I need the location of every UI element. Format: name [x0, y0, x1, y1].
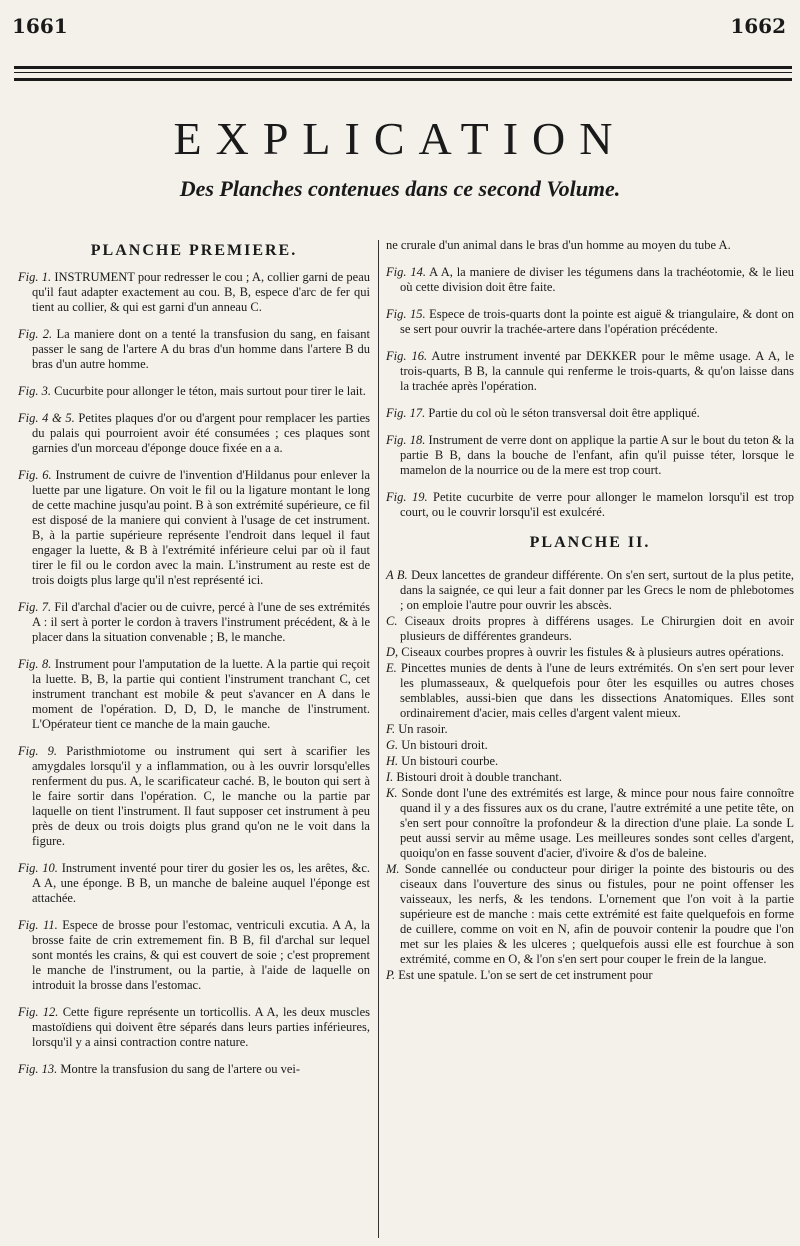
figure-description: Instrument pour l'amputation de la luette. A la partie qui reçoit la luette. B, B, la partie qui contient l'instrument tranchant C, cet instrument tranchant est mobile & peut s'avancer en A dans le moment de l'opération. D, D, D, le manche de l'instrument. L'Opérateur tient ce manche de la main gauche. [32, 657, 371, 731]
figure-label: Fig. 14. [386, 265, 426, 279]
figure-description: Paristhmiotome ou instrument qui sert à scarifier les amygdales lorsqu'il y a inflammation, ou à les ouvrir lorsqu'elles renferment du pus. A, le scarificateur caché. B, le bouton qui sert à le faire sortir dans l'opération. C, le manche ou la partie par laquelle on tient l'instrument. Il faut supposer cet instrument à peu près de deux ou trois doigts plus grand qu'on ne le voit dans la figure. [32, 744, 371, 848]
figure-entry [18, 411, 370, 456]
item-label: G. [386, 738, 399, 752]
item-label: M. [386, 862, 400, 876]
figure-description: Espece de brosse pour l'estomac, ventriculi excutia. A A, la brosse faite de crin extremement fin. B B, fil d'archal sur lequel sont montés les crains, & qui est couvert de soie ; c'est proprement le manche de l'instrument, ou la partie, à l'aide de laquelle on introduit la brosse dans l'estomac. [32, 918, 370, 992]
item-list [386, 568, 794, 983]
header-rule [14, 66, 792, 69]
figure-description: Autre instrument inventé par DEKKER pour le même usage. A A, le trois-quarts, B B, la cannule qui renferme le trois-quarts, & qu'on laisse dans la trachée après l'opération. [400, 349, 795, 393]
figure-entry [386, 406, 794, 421]
figure-label: Fig. 8. [18, 657, 52, 671]
item-label: H. [386, 754, 399, 768]
figure-entry [18, 600, 370, 645]
figure-label: Fig. 4 & 5. [18, 411, 75, 425]
figure-description: Instrument inventé pour tirer du gosier les os, les arêtes, &c. A A, une éponge. B B, un manche de baleine auquel l'éponge est attachée. [32, 861, 371, 905]
figure-label: Fig. 12. [18, 1005, 59, 1019]
item-description: Un bistouri courbe. [398, 754, 499, 768]
list-item [386, 645, 794, 660]
figure-description: Instrument de cuivre de l'invention d'Hildanus pour enlever la luette par une ligature. On voit le fil ou la ligature montant le long de cette machine jusqu'au point. B à son extrémité supérieure, ce fil est disposé de la maniere qui convient à l'usage de cet instrument. B, à la partie supérieure représente l'endroit dans lequel il faut engager la luette, & B à l'extrémité inférieure celui par où il faut tirer le fil ou le cordon avec la main. L'instrument au reste est de trois doigts plus large qu'il n'est représenté ici. [32, 468, 371, 587]
figure-entry [386, 490, 794, 520]
figure-entry [18, 384, 370, 399]
continuation-text: ne crurale d'un animal dans le bras d'un homme au moyen du tube A. [386, 238, 731, 252]
item-label: A B. [386, 568, 408, 582]
figure-label: Fig. 16. [386, 349, 428, 363]
right-column [386, 238, 794, 984]
figure-description: Partie du col où le séton transversal doit être appliqué. [425, 406, 700, 420]
item-label: C. [386, 614, 398, 628]
page-title: EXPLICATION [173, 113, 627, 164]
item-label: D, [386, 645, 399, 659]
figure-entry [18, 327, 370, 372]
item-description: Un bistouri droit. [398, 738, 488, 752]
item-label: K. [386, 786, 398, 800]
figure-description: Montre la transfusion du sang de l'artere ou vei- [57, 1062, 301, 1076]
figure-description: Espece de trois-quarts dont la pointe est aiguë & triangulaire, & dont on se sert pour ouvrir la trachée-artere dans l'opération précédente. [400, 307, 794, 336]
page-number-right: 1662 [730, 14, 786, 38]
item-description: Est une spatule. L'on se sert de cet instrument pour [395, 968, 653, 982]
figure-label: Fig. 1. [18, 270, 52, 284]
item-description: Bistouri droit à double tranchant. [393, 770, 563, 784]
figure-label: Fig. 17. [386, 406, 426, 420]
item-label: F. [386, 722, 396, 736]
figure-description: Instrument de verre dont on applique la partie A sur le bout du teton & la partie B B, dans la bouche de l'enfant, afin qu'il puisse téter, lorsque le mamelon de la nourrice ou de la mere est trop court. [400, 433, 794, 477]
plate-heading: PLANCHE PREMIERE. [90, 242, 298, 259]
list-item [386, 738, 794, 753]
figure-description: Petite cucurbite de verre pour allonger le mamelon lorsqu'il est trop court, ou le couvrir lorsqu'il est exulcéré. [400, 490, 795, 519]
figure-entry [386, 433, 794, 478]
item-label: I. [386, 770, 394, 784]
figure-label: Fig. 10. [18, 861, 58, 875]
figure-label: Fig. 18. [386, 433, 426, 447]
figure-label: Fig. 3. [18, 384, 51, 398]
figure-description: Cucurbite pour allonger le téton, mais surtout pour tirer le lait. [50, 384, 366, 398]
figure-label: Fig. 13. [18, 1062, 58, 1076]
figure-label: Fig. 15. [386, 307, 426, 321]
figure-entry [386, 307, 794, 337]
item-description: Pincettes munies de dents à l'une de leurs extrémités. On s'en sert pour lever les plumasseaux, & quelquefois pour ôter les esquilles ou autres choses semblables, aussi-bien que dans les dissections Anatomiques. Elles sont ordinairement d'acier, mais celles d'argent valent mieux. [396, 661, 794, 720]
list-item [386, 661, 794, 721]
figure-entry [18, 1005, 370, 1050]
figure-entry [18, 861, 370, 906]
item-label: P. [386, 968, 396, 982]
figure-label: Fig. 11. [18, 918, 58, 932]
figure-description: Petites plaques d'or ou d'argent pour remplacer les parties du palais qui pourroient avoir été consumées ; ces plaques sont garnies d'un morceau d'éponge douce fixée en a a. [32, 411, 370, 455]
list-item [386, 614, 794, 644]
figure-entry [18, 744, 370, 849]
list-item [386, 722, 794, 737]
list-item [386, 786, 794, 861]
list-item [386, 770, 794, 785]
figure-entry [386, 349, 794, 394]
figure-description: La maniere dont on a tenté la transfusion du sang, en faisant passer le sang de l'artere A du bras d'un homme dans l'artere B du bras d'un autre homme. [32, 327, 371, 371]
left-column [18, 238, 370, 1089]
figure-label: Fig. 19. [386, 490, 428, 504]
figure-description: Cette figure représente un torticollis. A A, les deux muscles mastoïdiens qui doivent être séparés dans leurs parties inférieures, lorsqu'il y a ainsi contraction contre nature. [32, 1005, 371, 1049]
figure-description: INSTRUMENT pour redresser le cou ; A, collier garni de peau qu'il faut adapter exactement au cou. B, B, espece d'arc de fer qui tient au collier, & qui est garni d'un anneau C. [32, 270, 370, 314]
plate-heading: PLANCHE II. [529, 534, 651, 551]
page-number-left: 1661 [12, 14, 68, 38]
figure-description: A A, la maniere de diviser les tégumens dans la trachéotomie, & le lieu où cette division doit être faite. [400, 265, 794, 294]
figure-label: Fig. 6. [18, 468, 52, 482]
figure-list [386, 265, 794, 520]
figure-list [18, 270, 370, 1077]
item-label: E. [386, 661, 397, 675]
figure-entry [386, 265, 794, 295]
list-item [386, 968, 794, 983]
item-description: Sonde cannellée ou conducteur pour diriger la pointe des bistouris ou des ciseaux dans l'ouverture des sinus ou fistules, pour ne point offenser les vaisseaux, les nerfs, & les tendons. L'ornement que l'on voit à la partie supérieure est de manche : mais cette extrémité est faite quelquefois en forme de cuillere, comme on voit en N, afin de pouvoir contenir la poudre que l'on met sur les plaies & les ulceres ; quelquefois aussi elle est fourchue à son extrémité, comme en O, & l'on s'en sert pour couper le frein de la langue. [399, 862, 794, 966]
figure-entry [18, 468, 370, 588]
header-rule [14, 78, 792, 81]
header-rule [14, 72, 792, 73]
figure-label: Fig. 7. [18, 600, 52, 614]
list-item [386, 862, 794, 967]
figure-entry [18, 657, 370, 732]
figure-entry [18, 270, 370, 315]
item-description: Un rasoir. [395, 722, 448, 736]
figure-entry [18, 1062, 370, 1077]
column-divider [378, 240, 379, 1238]
item-description: Sonde dont l'une des extrémités est large, & mince pour nous faire connoître quand il y a des fissures aux os du crane, l'autre extrémité a une petite tête, on s'en sert pour connoître la profondeur & la direction d'une plaie. La sonde L peut aussi servir au même usage. Les meilleures sondes sont celles d'argent, quoiqu'on en fasse souvent d'acier, d'ivoire & d'os de baleine. [397, 786, 794, 860]
figure-label: Fig. 9. [18, 744, 58, 758]
list-item [386, 568, 794, 613]
page-subtitle: Des Planches contenues dans ce second Volume. [179, 176, 621, 201]
item-description: Deux lancettes de grandeur différente. On s'en sert, surtout de la plus petite, dans la saignée, ce qui leur a fait donner par les Grecs le nom de phlebotomes ; on emploie l'autre pour ouvrir les abscès. [400, 568, 794, 612]
figure-label: Fig. 2. [18, 327, 53, 341]
list-item [386, 754, 794, 769]
figure-description: Fil d'archal d'acier ou de cuivre, percé à l'une de ses extrémités A : il sert à porter le cordon à travers l'instrument précédent, & à le placer dans la situation convenable ; B, le manche. [32, 600, 370, 644]
item-description: Ciseaux droits propres à différens usages. Le Chirurgien doit en avoir plusieurs de différentes grandeurs. [397, 614, 794, 643]
item-description: Ciseaux courbes propres à ouvrir les fistules & à plusieurs autres opérations. [398, 645, 784, 659]
figure-entry [18, 918, 370, 993]
